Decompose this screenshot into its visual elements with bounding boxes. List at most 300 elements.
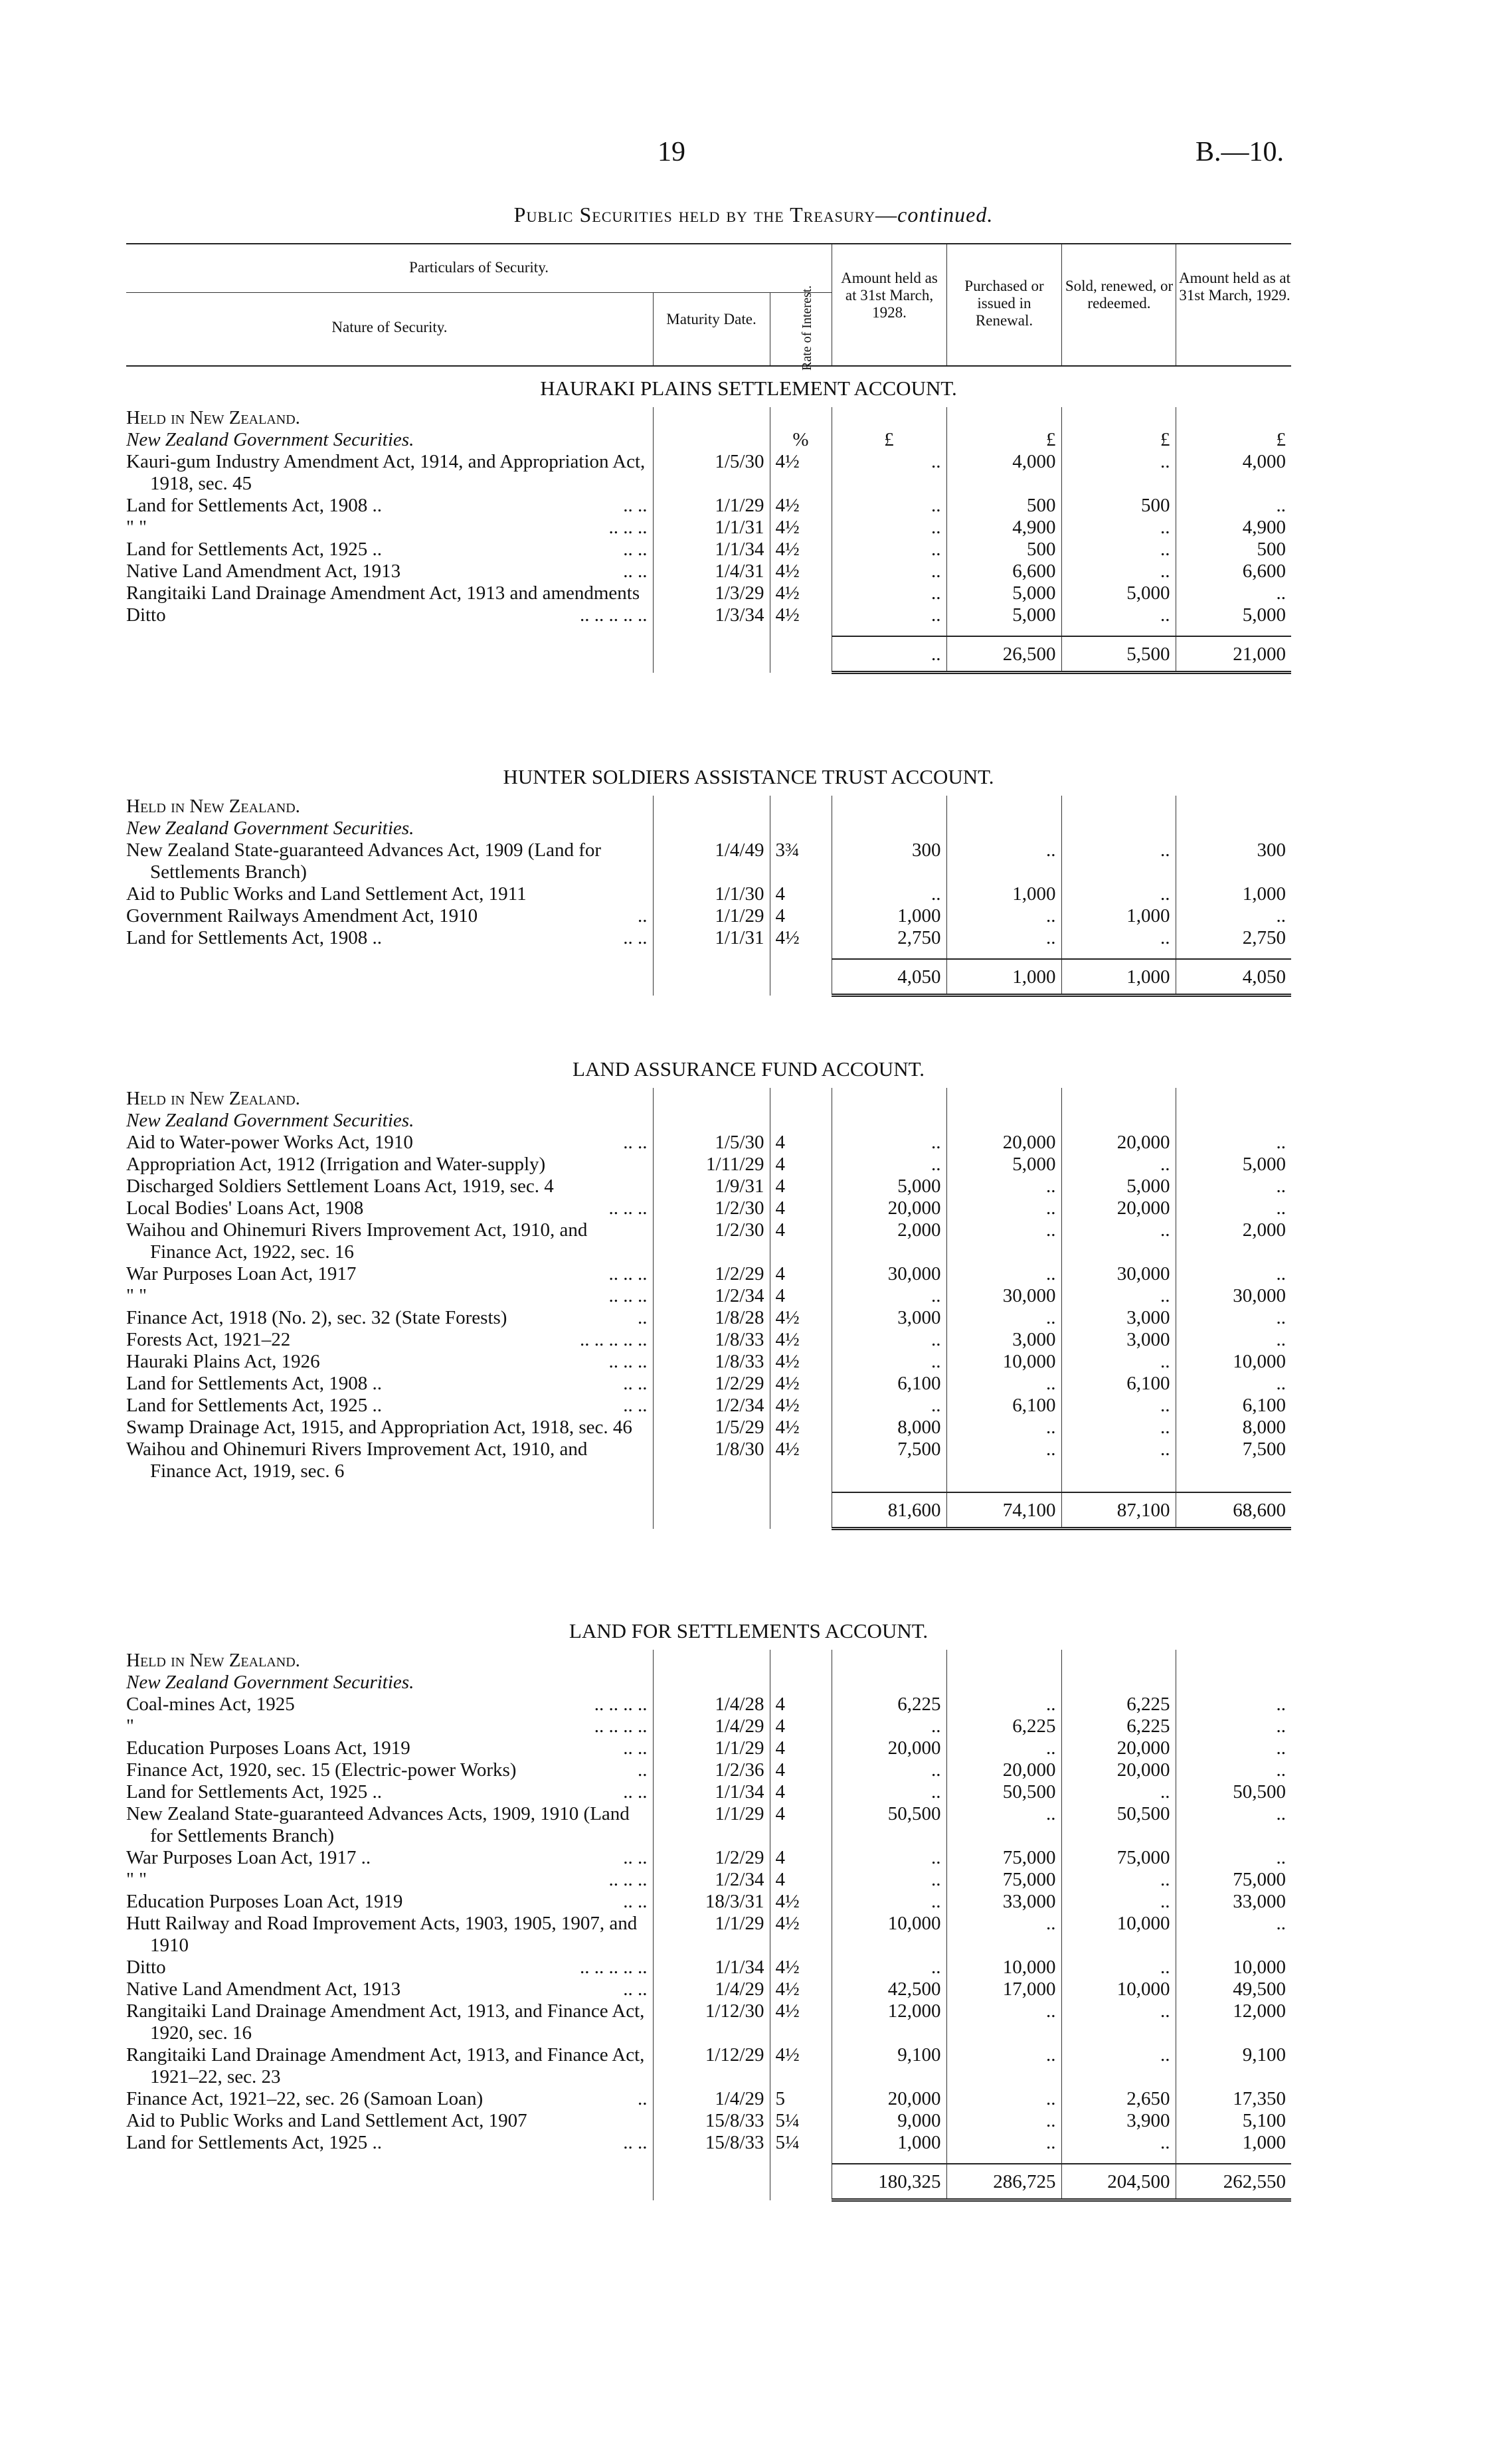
maturity-date: 1/4/29: [653, 2088, 770, 2110]
empty-cell: [653, 636, 770, 673]
purchased: 5,000: [946, 582, 1061, 604]
nature-of-security: [126, 1176, 653, 1197]
maturity-date: 1/8/33: [653, 1329, 770, 1351]
empty-cell: [126, 1482, 653, 1492]
empty-cell: [1176, 407, 1291, 429]
maturity-date: 1/1/29: [653, 495, 770, 517]
dot-leader: .. .. .. ..: [594, 1694, 648, 1715]
maturity-date: 1/2/29: [653, 1847, 770, 1869]
rate-of-interest: 4½: [770, 517, 832, 539]
nature-of-security: [126, 1847, 653, 1869]
dot-leader: .. ..: [623, 539, 648, 560]
security-name: Land for Settlements Act, 1925 ..: [126, 1781, 382, 1803]
rate-of-interest: 4: [770, 1716, 832, 1737]
table-row: [126, 1737, 1291, 1759]
table-row: [126, 1439, 1291, 1482]
rate-of-interest: 4½: [770, 582, 832, 604]
dot-leader: ..: [638, 1759, 648, 1781]
security-name: Education Purposes Loan Act, 1919: [126, 1891, 403, 1912]
amount-1928: 2,750: [832, 927, 946, 949]
description: [126, 905, 648, 927]
purchased: 1,000: [946, 883, 1061, 905]
held-row: [126, 796, 1291, 818]
empty-cell: [946, 949, 1061, 959]
sold: ..: [1061, 927, 1176, 949]
sold: 6,100: [1061, 1373, 1176, 1395]
amount-1928: ..: [832, 1869, 946, 1891]
amount-1928: 1,000: [832, 905, 946, 927]
amount-1929: 2,000: [1176, 1219, 1291, 1263]
maturity-date: 1/11/29: [653, 1154, 770, 1176]
description: [126, 1351, 648, 1373]
table-row: [126, 1132, 1291, 1154]
sold: 6,225: [1061, 1716, 1176, 1737]
amount-1929: 8,000: [1176, 1417, 1291, 1439]
maturity-date: 1/1/29: [653, 1913, 770, 1957]
amount-1928: ..: [832, 582, 946, 604]
empty-cell: [770, 2164, 832, 2200]
dot-leader: .. ..: [623, 2132, 648, 2153]
total-amount-1929: 4,050: [1176, 959, 1291, 996]
amount-1928: 6,225: [832, 1694, 946, 1716]
sold: 2,650: [1061, 2088, 1176, 2110]
maturity-date: 1/1/29: [653, 905, 770, 927]
security-name: Hauraki Plains Act, 1926: [126, 1351, 320, 1372]
amount-1929: ..: [1176, 495, 1291, 517]
description: [126, 1716, 648, 1737]
empty-cell: [770, 1650, 832, 1672]
amount-1929: ..: [1176, 1803, 1291, 1847]
security-name: Ditto: [126, 1957, 166, 1978]
nature-of-security: [126, 1716, 653, 1737]
nature-of-security: [126, 1803, 653, 1847]
table-row: [126, 1847, 1291, 1869]
amount-1928: ..: [832, 1716, 946, 1737]
empty-cell: [770, 1110, 832, 1132]
amount-1928: 20,000: [832, 1197, 946, 1219]
rate-of-interest: 4½: [770, 1329, 832, 1351]
sub-heading: New Zealand Government Securities.: [126, 1110, 414, 1131]
purchased: 33,000: [946, 1891, 1061, 1913]
rate-of-interest: 4: [770, 1759, 832, 1781]
nature-of-security: [126, 1285, 653, 1307]
amount-1929: 6,100: [1176, 1395, 1291, 1417]
sold: ..: [1061, 1781, 1176, 1803]
amount-1929: 5,100: [1176, 2110, 1291, 2132]
purchased: ..: [946, 927, 1061, 949]
nature-of-security: [126, 2088, 653, 2110]
total-amount-1928: ..: [832, 636, 946, 673]
purchased: 3,000: [946, 1329, 1061, 1351]
amount-1928: 30,000: [832, 1263, 946, 1285]
amount-1928: ..: [832, 1132, 946, 1154]
empty-cell: [653, 949, 770, 959]
amount-1929: 7,500: [1176, 1439, 1291, 1482]
table-row: [126, 1417, 1291, 1439]
rate-of-interest: 4: [770, 1803, 832, 1847]
empty-cell: [1176, 796, 1291, 818]
description: [126, 1847, 648, 1869]
table-row: [126, 582, 1291, 604]
section-hunter-soldiers: [126, 764, 1291, 997]
amount-1928: ..: [832, 1847, 946, 1869]
maturity-date: 15/8/33: [653, 2110, 770, 2132]
section-title: LAND FOR SETTLEMENTS ACCOUNT.: [569, 1619, 929, 1642]
empty-cell: [832, 1482, 946, 1492]
sold: 10,000: [1061, 1913, 1176, 1957]
header-amount-1928: Amount held as at 31st March, 1928.: [841, 270, 938, 321]
section-land-for-settlements: [126, 1618, 1291, 2202]
maturity-date: 1/2/34: [653, 1869, 770, 1891]
sold: 3,900: [1061, 2110, 1176, 2132]
maturity-date: 1/8/30: [653, 1439, 770, 1482]
table-row: [126, 1979, 1291, 2000]
empty-cell: [126, 636, 653, 673]
security-name: Aid to Public Works and Land Settlement Act, 1907: [126, 2110, 527, 2131]
security-name: Land for Settlements Act, 1925 ..: [126, 1395, 382, 1416]
amount-1928: ..: [832, 1285, 946, 1307]
sold: ..: [1061, 1869, 1176, 1891]
description: [126, 1891, 648, 1913]
security-name: Local Bodies' Loans Act, 1908: [126, 1197, 364, 1219]
units-row: [126, 429, 1291, 451]
held-row: [126, 1088, 1291, 1110]
maturity-date: 1/12/29: [653, 2044, 770, 2088]
rate-of-interest: 4: [770, 1869, 832, 1891]
nature-of-security: [126, 1759, 653, 1781]
description: [126, 1417, 648, 1439]
amount-1929: ..: [1176, 1847, 1291, 1869]
security-name: Government Railways Amendment Act, 1910: [126, 905, 478, 926]
security-name: Finance Act, 1918 (No. 2), sec. 32 (State Forests): [126, 1307, 507, 1328]
header-purchased: Purchased or issued in Renewal.: [964, 278, 1044, 329]
maturity-date: 1/2/30: [653, 1219, 770, 1263]
purchased: 10,000: [946, 1957, 1061, 1979]
table-row: [126, 1263, 1291, 1285]
purchased: ..: [946, 1263, 1061, 1285]
table-row: [126, 2110, 1291, 2132]
amount-1929: 10,000: [1176, 1957, 1291, 1979]
purchased: 17,000: [946, 1979, 1061, 2000]
empty-cell: [832, 1650, 946, 1672]
header-rate: Rate of Interest.: [800, 285, 814, 371]
held-label: Held in New Zealand.: [126, 796, 300, 817]
nature-of-security: [126, 1694, 653, 1716]
rate-of-interest: 4: [770, 883, 832, 905]
empty-cell: [770, 949, 832, 959]
rate-of-interest: 4½: [770, 604, 832, 626]
description: [126, 495, 648, 517]
table-row: [126, 517, 1291, 539]
security-name: War Purposes Loan Act, 1917: [126, 1263, 357, 1284]
maturity-date: 1/5/30: [653, 451, 770, 495]
empty-cell: [770, 796, 832, 818]
amount-1928: 7,500: [832, 1439, 946, 1482]
table-row: [126, 927, 1291, 949]
dot-leader: .. ..: [623, 561, 648, 582]
held-row: [126, 407, 1291, 429]
dot-leader: .. ..: [623, 495, 648, 516]
empty-cell: [126, 1492, 653, 1529]
empty-cell: [946, 796, 1061, 818]
table-row: [126, 2044, 1291, 2088]
purchased: ..: [946, 1219, 1061, 1263]
nature-of-security: [126, 495, 653, 517]
amount-1929: ..: [1176, 1263, 1291, 1285]
maturity-date: 1/3/29: [653, 582, 770, 604]
security-name: Finance Act, 1920, sec. 15 (Electric-power Works): [126, 1759, 517, 1781]
nature-of-security: [126, 1957, 653, 1979]
empty-cell: [1176, 1110, 1291, 1132]
sold: ..: [1061, 1891, 1176, 1913]
empty-cell: [832, 1088, 946, 1110]
security-name: Rangitaiki Land Drainage Amendment Act, 1913 and amendments: [126, 582, 640, 604]
rate-of-interest: 4½: [770, 1373, 832, 1395]
amount-1928: 10,000: [832, 1913, 946, 1957]
amount-1928: ..: [832, 604, 946, 626]
description: [126, 1329, 648, 1351]
sold: ..: [1061, 1439, 1176, 1482]
empty-cell: [653, 1110, 770, 1132]
empty-cell: [1061, 1110, 1176, 1132]
currency-unit: £: [1176, 429, 1291, 451]
total-purchased: 286,725: [946, 2164, 1061, 2200]
rate-of-interest: 4½: [770, 451, 832, 495]
security-name: Forests Act, 1921–22: [126, 1329, 291, 1350]
nature-of-security: [126, 883, 653, 905]
empty-cell: [126, 949, 653, 959]
dot-leader: .. ..: [623, 1395, 648, 1416]
dot-leader: [545, 1154, 647, 1176]
currency-unit: £: [1061, 429, 1176, 451]
sold: ..: [1061, 883, 1176, 905]
security-name: Land for Settlements Act, 1925 ..: [126, 539, 382, 560]
description: [126, 1439, 648, 1482]
amount-1929: 17,350: [1176, 2088, 1291, 2110]
empty-cell: [770, 1482, 832, 1492]
dot-leader: .. ..: [623, 927, 648, 948]
table-header: [126, 243, 1291, 371]
amount-1928: ..: [832, 517, 946, 539]
security-name: Aid to Water-power Works Act, 1910: [126, 1132, 413, 1153]
maturity-date: 1/8/28: [653, 1307, 770, 1329]
amount-1928: ..: [832, 1329, 946, 1351]
amount-1929: ..: [1176, 1329, 1291, 1351]
sold: ..: [1061, 839, 1176, 883]
amount-1929: ..: [1176, 905, 1291, 927]
sold: 10,000: [1061, 1979, 1176, 2000]
maturity-date: 1/5/30: [653, 1132, 770, 1154]
sold: ..: [1061, 1395, 1176, 1417]
rate-of-interest: 4½: [770, 561, 832, 582]
purchased: 5,000: [946, 1154, 1061, 1176]
sub-heading: New Zealand Government Securities.: [126, 429, 414, 450]
amount-1928: 9,000: [832, 2110, 946, 2132]
header-amount-1929: Amount held as at 31st March, 1929.: [1179, 270, 1290, 304]
nature-of-security: [126, 1891, 653, 1913]
purchased: ..: [946, 2044, 1061, 2088]
table-row: [126, 1373, 1291, 1395]
description: [126, 1373, 648, 1395]
sold: ..: [1061, 1219, 1176, 1263]
total-sold: 204,500: [1061, 2164, 1176, 2200]
empty-cell: [770, 959, 832, 996]
nature-of-security: [126, 451, 653, 495]
rate-of-interest: 4½: [770, 927, 832, 949]
table-row: [126, 451, 1291, 495]
header-particulars: Particulars of Security.: [409, 259, 549, 276]
amount-1928: 5,000: [832, 1176, 946, 1197]
security-name: Native Land Amendment Act, 1913: [126, 1979, 401, 2000]
table-row: [126, 1716, 1291, 1737]
sold: ..: [1061, 2044, 1176, 2088]
description: [126, 1132, 648, 1154]
maturity-date: 1/12/30: [653, 2000, 770, 2044]
empty-cell: [946, 626, 1061, 636]
dot-leader: [640, 582, 647, 604]
empty-cell: [832, 1672, 946, 1694]
table-row: [126, 1219, 1291, 1263]
description: [126, 2110, 648, 2132]
amount-1928: 20,000: [832, 1737, 946, 1759]
total-amount-1929: 262,550: [1176, 2164, 1291, 2200]
empty-cell: [1061, 626, 1176, 636]
empty-cell: [1061, 1650, 1176, 1672]
table-row: [126, 1176, 1291, 1197]
nature-of-security: [126, 582, 653, 604]
empty-cell: [126, 2154, 653, 2164]
amount-1928: 2,000: [832, 1219, 946, 1263]
amount-1928: ..: [832, 1351, 946, 1373]
amount-1929: ..: [1176, 582, 1291, 604]
sold: ..: [1061, 539, 1176, 561]
table-row: [126, 561, 1291, 582]
description: [126, 2044, 648, 2088]
dot-leader: .. ..: [623, 1373, 648, 1394]
nature-of-security: [126, 1263, 653, 1285]
description: [126, 1263, 648, 1285]
amount-1928: ..: [832, 1395, 946, 1417]
purchased: 50,500: [946, 1781, 1061, 1803]
amount-1929: 50,500: [1176, 1781, 1291, 1803]
page-number: 19: [658, 137, 685, 167]
gap-row: [126, 626, 1291, 636]
amount-1929: 33,000: [1176, 1891, 1291, 1913]
empty-cell: [126, 2164, 653, 2200]
amount-1928: 50,500: [832, 1803, 946, 1847]
description: [126, 582, 648, 604]
empty-cell: [832, 949, 946, 959]
empty-cell: [946, 1110, 1061, 1132]
security-name: Land for Settlements Act, 1908 ..: [126, 495, 382, 516]
purchased: ..: [946, 1176, 1061, 1197]
totals-row: [126, 636, 1291, 673]
security-name: Finance Act, 1921–22, sec. 26 (Samoan Loan): [126, 2088, 484, 2109]
maturity-date: 1/2/29: [653, 1263, 770, 1285]
dot-leader: .. .. ..: [608, 1869, 648, 1890]
nature-of-security: [126, 604, 653, 626]
security-name: " ": [126, 1285, 147, 1306]
amount-1929: 6,600: [1176, 561, 1291, 582]
empty-cell: [832, 2154, 946, 2164]
securities-table: [126, 1650, 1291, 2202]
dot-leader: ..: [638, 1307, 648, 1328]
rate-of-interest: 4½: [770, 2044, 832, 2088]
maturity-date: 1/1/29: [653, 1737, 770, 1759]
security-name: Waihou and Ohinemuri Rivers Improvement Act, 1910, and Finance Act, 1919, sec. 6: [126, 1439, 588, 1482]
description: [126, 1154, 648, 1176]
table-row: [126, 1307, 1291, 1329]
purchased: ..: [946, 1373, 1061, 1395]
empty-cell: [1176, 1650, 1291, 1672]
empty-cell: [653, 1482, 770, 1492]
sub-row: [126, 818, 1291, 839]
amount-1929: 2,750: [1176, 927, 1291, 949]
nature-of-security: [126, 2132, 653, 2154]
amount-1929: 10,000: [1176, 1351, 1291, 1373]
security-name: " ": [126, 517, 147, 538]
dot-leader: [632, 1417, 648, 1439]
rate-of-interest: 4: [770, 1781, 832, 1803]
nature-of-security: [126, 839, 653, 883]
empty-cell: [832, 626, 946, 636]
amount-1929: 4,900: [1176, 517, 1291, 539]
table-row: [126, 1803, 1291, 1847]
purchased: 75,000: [946, 1847, 1061, 1869]
purchased: ..: [946, 2088, 1061, 2110]
empty-cell: [1061, 1672, 1176, 1694]
rate-of-interest: 4½: [770, 1439, 832, 1482]
dot-leader: .. .. ..: [608, 517, 648, 538]
amount-1928: 12,000: [832, 2000, 946, 2044]
empty-cell: [653, 1672, 770, 1694]
rate-of-interest: 4½: [770, 1307, 832, 1329]
amount-1929: ..: [1176, 1176, 1291, 1197]
held-label: Held in New Zealand.: [126, 1650, 300, 1671]
purchased: 500: [946, 495, 1061, 517]
total-sold: 1,000: [1061, 959, 1176, 996]
rate-of-interest: 5¼: [770, 2110, 832, 2132]
purchased: ..: [946, 1737, 1061, 1759]
dot-leader: .. .. .. .. ..: [580, 604, 648, 626]
table-row: [126, 1197, 1291, 1219]
maturity-date: 1/3/34: [653, 604, 770, 626]
maturity-date: 1/4/29: [653, 1979, 770, 2000]
security-name: Ditto: [126, 604, 166, 626]
section-title: LAND ASSURANCE FUND ACCOUNT.: [573, 1057, 925, 1081]
table-row: [126, 1781, 1291, 1803]
empty-cell: [770, 1672, 832, 1694]
empty-cell: [770, 626, 832, 636]
amount-1928: ..: [832, 451, 946, 495]
security-name: Aid to Public Works and Land Settlement Act, 1911: [126, 883, 527, 905]
purchased: 4,900: [946, 517, 1061, 539]
header-sold: Sold, renewed, or redeemed.: [1065, 278, 1174, 311]
section-hauraki-plains: [126, 375, 1291, 674]
table-row: [126, 1957, 1291, 1979]
empty-cell: [946, 818, 1061, 839]
dot-leader: .. .. ..: [608, 1351, 648, 1372]
section-title: HUNTER SOLDIERS ASSISTANCE TRUST ACCOUNT.: [503, 765, 994, 788]
rate-of-interest: 4: [770, 1285, 832, 1307]
amount-1929: 30,000: [1176, 1285, 1291, 1307]
amount-1929: ..: [1176, 1694, 1291, 1716]
maturity-date: 1/4/49: [653, 839, 770, 883]
security-name: Swamp Drainage Act, 1915, and Appropriation Act, 1918, sec. 46: [126, 1417, 632, 1438]
sub-heading: New Zealand Government Securities.: [126, 1672, 414, 1693]
rate-of-interest: 4½: [770, 1913, 832, 1957]
description: [126, 1781, 648, 1803]
